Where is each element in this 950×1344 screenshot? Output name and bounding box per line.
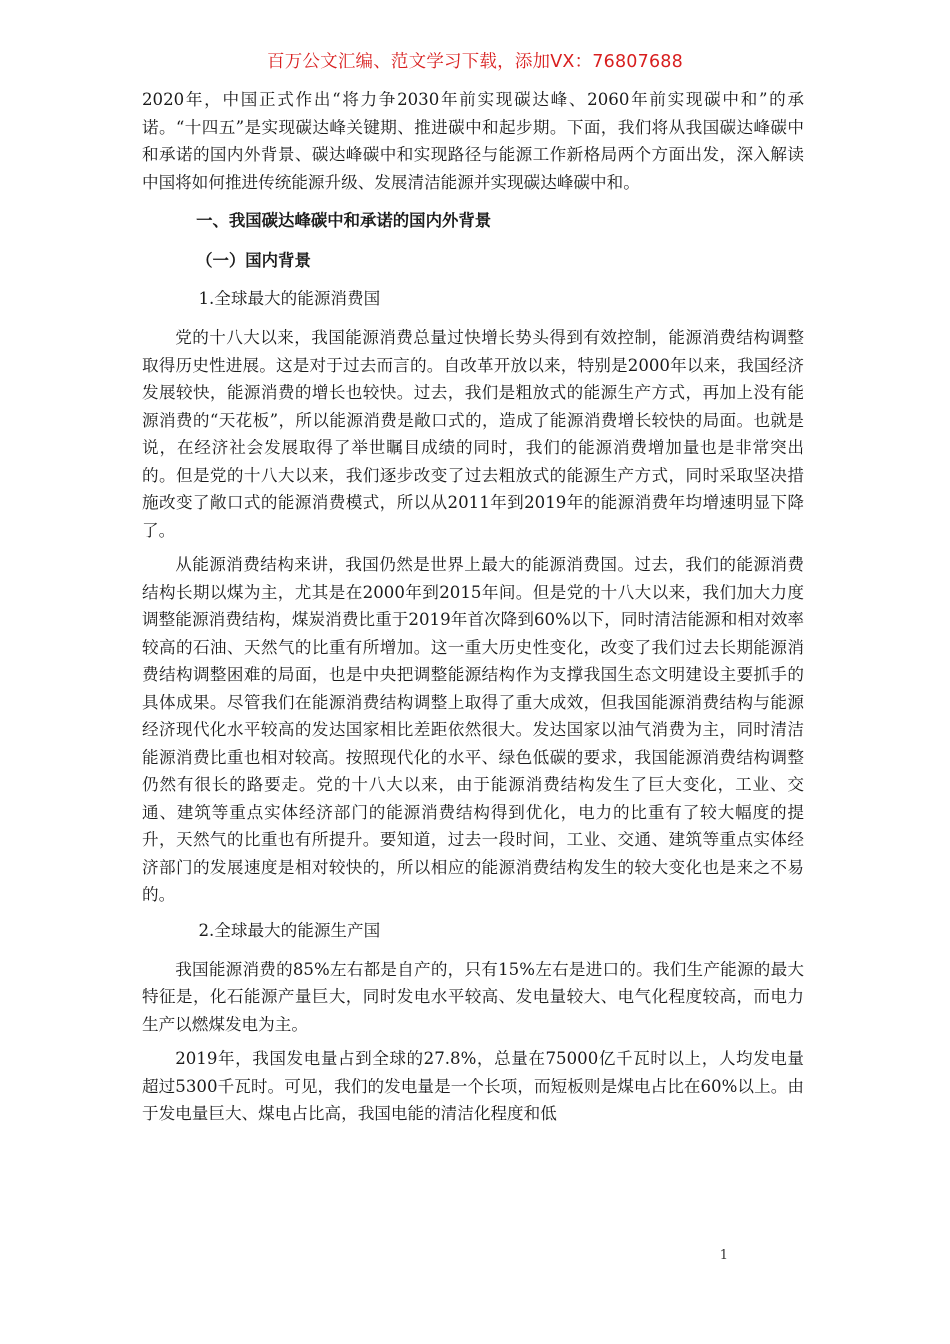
body-paragraph: 从能源消费结构来讲，我国仍然是世界上最大的能源消费国。过去，我们的能源消费结构长期以煤为主，尤其是在2000年到2015年间。但是党的十八大以来，我们加大力度调整能源消费结构，煤炭消费比重于2019年首次降到60%以下，同时清洁能源和相对效率较高的石油、天然气的比重有所增加。这一重大历史性变化，改变了我们过去长期能源消费结构调整困难的局面，也是中央把调整能源结构作为支撑我国生态文明建设主要抓手的具体成果。尽管我们在能源消费结构调整上取得了重大成效，但我国能源消费结构与能源经济现代化水平较高的发达国家相比差距依然很大。发达国家以油气消费为主，同时清洁能源消费比重也相对较高。按照现代化的水平、绿色低碳的要求，我国能源消费结构调整仍然有很长的路要走。党的十八大以来，由于能源消费结构发生了巨大变化，工业、交通、建筑等重点实体经济部门的能源消费结构得到优化，电力的比重有了较大幅度的提升，天然气的比重也有所提升。要知道，过去一段时间，工业、交通、建筑等重点实体经济部门的发展速度是相对较快的，所以相应的能源消费结构发生的较大变化也是来之不易的。	[142, 555, 804, 904]
point-heading: 1.全球最大的能源消费国	[198, 289, 381, 308]
body-paragraph: 2019年，我国发电量占到全球的27.8%，总量在75000亿千瓦时以上，人均发电量超过5300千瓦时。可见，我们的发电量是一个长项，而短板则是煤电占比在60%以上。由于发电量巨大、煤电占比高，我国电能的清洁化程度和低	[142, 1049, 804, 1123]
section-heading: 一、我国碳达峰碳中和承诺的国内外背景	[196, 211, 492, 230]
promo-banner: 百万公文汇编、范文学习下载，添加VX：76807688	[267, 52, 683, 72]
document-body	[142, 86, 804, 1135]
body-paragraph: 我国能源消费的85%左右都是自产的，只有15%左右是进口的。我们生产能源的最大特征是，化石能源产量巨大，同时发电水平较高、发电量较大、电气化程度较高，而电力生产以燃煤发电为主。	[142, 959, 804, 1034]
subsection-heading: （一）国内背景	[196, 251, 311, 270]
page-number: 1	[719, 1248, 728, 1263]
intro-paragraph: 2020年，中国正式作出“将力争2030年前实现碳达峰、2060年前实现碳中和”的承诺。“十四五”是实现碳达峰关键期、推进碳中和起步期。下面，我们将从我国碳达峰碳中和承诺的国内外背景、碳达峰碳中和实现路径与能源工作新格局两个方面出发，深入解读中国将如何推进传统能源升级、发展清洁能源并实现碳达峰碳中和。	[142, 90, 804, 192]
body-paragraph: 党的十八大以来，我国能源消费总量过快增长势头得到有效控制，能源消费结构调整取得历史性进展。这是对于过去而言的。自改革开放以来，特别是2000年以来，我国经济发展较快，能源消费的增长也较快。过去，我们是粗放式的能源生产方式，再加上没有能源消费的“天花板”，所以能源消费是敞口式的，造成了能源消费增长较快的局面。也就是说，在经济社会发展取得了举世瞩目成绩的同时，我们的能源消费增加量也是非常突出的。但是党的十八大以来，我们逐步改变了过去粗放式的能源生产方式，同时采取坚决措施改变了敞口式的能源消费模式，所以从2011年到2019年的能源消费年均增速明显下降了。	[142, 328, 804, 540]
point-heading: 2.全球最大的能源生产国	[198, 920, 381, 940]
